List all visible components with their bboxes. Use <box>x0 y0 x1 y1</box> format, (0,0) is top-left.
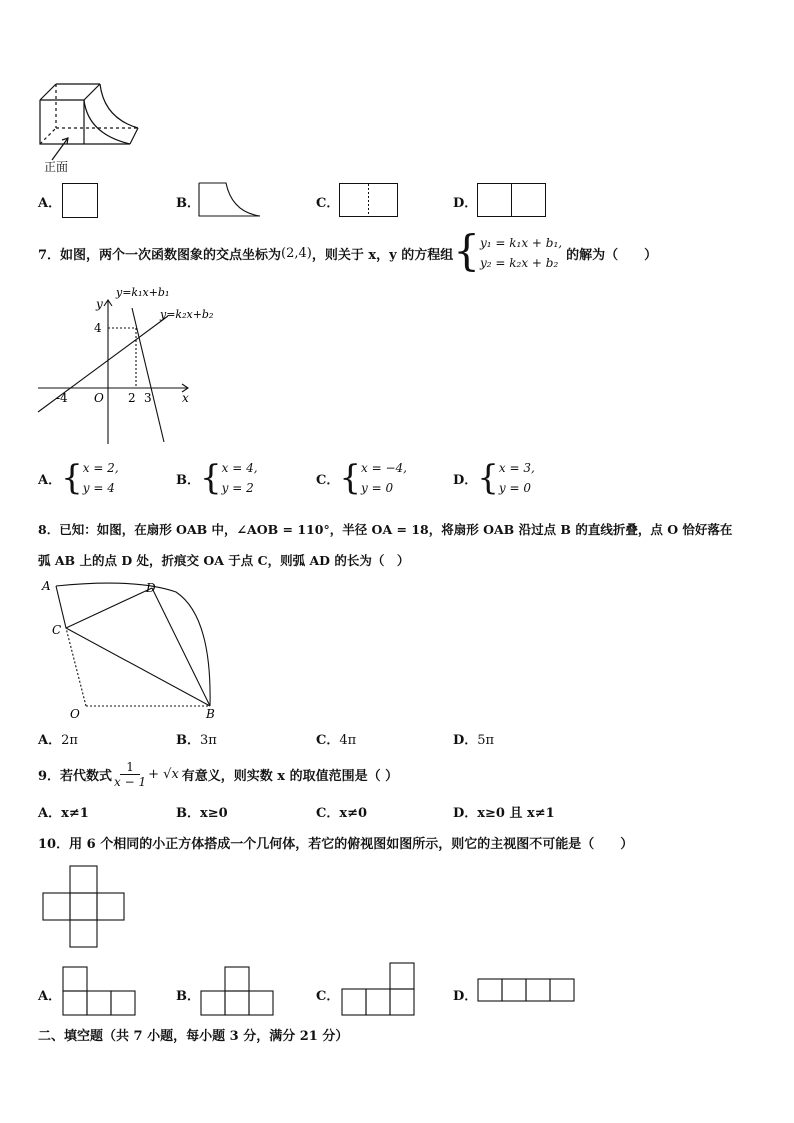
q10-option-d-figure[interactable] <box>477 978 579 1004</box>
q8-option-b-letter: B． <box>176 733 200 748</box>
q6-option-a-letter[interactable]: A． <box>38 196 62 211</box>
q6-option-b-letter[interactable]: B． <box>176 196 200 211</box>
q9-stem-after: 有意义，则实数 x 的取值范围是（ ） <box>181 768 399 784</box>
q7-option-a-letter: A． <box>38 472 62 488</box>
q7-eq1: y₁ = k₁x + b₁, <box>479 236 563 250</box>
q9-option-d[interactable] <box>453 802 555 821</box>
q7-option-c-letter: C． <box>316 472 340 488</box>
q7-eq2: y₂ = k₂x + b₂ <box>479 256 559 270</box>
q7-option-b-l2: y = 2 <box>221 481 254 495</box>
q8-option-c[interactable] <box>316 729 356 748</box>
q10-option-b-letter[interactable]: B． <box>176 989 200 1004</box>
q7-option-a-l2: y = 4 <box>82 481 115 495</box>
q9-frac-den: x − 1 <box>114 774 147 789</box>
q8-stem-line2: 弧 AB 上的点 D 处，折痕交 OA 于点 C，则弧 AD 的长为（ ） <box>38 553 410 568</box>
q6-option-a-figure[interactable] <box>62 183 98 218</box>
front-view-label: 正面 <box>44 160 69 174</box>
q7-tick-neg4: -4 <box>56 391 68 405</box>
q10-option-d-letter[interactable]: D． <box>453 989 478 1004</box>
q7-tick-2: 2 <box>128 391 136 405</box>
q7-point: (2,4) <box>281 245 312 261</box>
q9-frac-num: 1 <box>120 760 140 775</box>
q9-option-c[interactable] <box>316 802 367 821</box>
q9-option-d-value: x≥0 且 x≠1 <box>477 806 555 821</box>
q10-option-c-letter[interactable]: C． <box>316 989 340 1004</box>
q7-system-brace: { <box>453 226 480 275</box>
q7-option-c-l1: x = −4, <box>361 461 407 475</box>
q7-option-b-l1: x = 4, <box>221 461 258 475</box>
q8-label-c: C <box>52 623 62 637</box>
q8-label-o: O <box>70 707 80 721</box>
q9-option-c-value: x≠0 <box>339 806 368 821</box>
q7-origin-label: O <box>94 391 104 405</box>
q8-option-d-value: 5π <box>477 733 495 748</box>
q7-line1-label: y=k₁x+b₁ <box>116 286 170 299</box>
q9-stem-before: 9．若代数式 <box>38 768 113 784</box>
q8-label-b: B <box>206 707 215 721</box>
q7-stem-before: 7．如图，两个一次函数图象的交点坐标为 <box>38 247 282 263</box>
q9-stem <box>38 754 398 794</box>
q7-line2-label: y=k₂x+b₂ <box>160 308 214 321</box>
q10-top-view-figure <box>40 865 130 949</box>
q8-option-b[interactable] <box>176 729 217 748</box>
q7-tick-4: 4 <box>94 321 102 335</box>
q8-option-d-letter: D． <box>453 733 478 748</box>
q9-option-b-letter: B． <box>176 806 200 821</box>
q8-option-a-value: 2π <box>61 733 78 748</box>
q9-option-a[interactable] <box>38 802 89 821</box>
q7-option-c-l2: y = 0 <box>361 481 394 495</box>
q7-option-d-letter: D． <box>453 472 478 488</box>
q8-option-a[interactable] <box>38 729 78 748</box>
q10-option-c-figure[interactable] <box>340 962 420 1018</box>
q7-option-b-brace: { <box>200 458 222 498</box>
q7-x-axis-label: x <box>182 391 189 405</box>
q9-option-a-letter: A． <box>38 806 62 821</box>
q9-option-a-value: x≠1 <box>61 806 89 821</box>
q7-option-d-l2: y = 0 <box>498 481 532 495</box>
q6-option-c-letter[interactable]: C． <box>316 196 340 211</box>
q7-option-d-brace: { <box>477 458 499 498</box>
q8-option-b-value: 3π <box>200 733 217 748</box>
q10-option-a-letter[interactable]: A． <box>38 989 62 1004</box>
q6-option-d-letter[interactable]: D． <box>453 196 478 211</box>
q9-sqrt-term: + √x <box>148 766 179 782</box>
q9-option-b[interactable] <box>176 802 228 821</box>
q7-y-axis-label: y <box>96 297 103 311</box>
q7-option-a-l1: x = 2, <box>82 461 119 475</box>
q7-option-b-letter: B． <box>176 472 200 488</box>
q7-option-c[interactable] <box>316 458 407 498</box>
q7-stem-mid: ，则关于 x，y 的方程组 <box>311 247 454 263</box>
q8-option-a-letter: A． <box>38 733 62 748</box>
q7-option-b[interactable] <box>176 458 258 498</box>
q7-option-a-brace: { <box>61 458 83 498</box>
q10-option-a-figure[interactable] <box>62 966 140 1018</box>
q7-option-d[interactable] <box>453 458 535 498</box>
q7-option-c-brace: { <box>339 458 361 498</box>
q9-option-b-value: x≥0 <box>200 806 228 821</box>
section2-title: 二、填空题（共 7 小题，每小题 3 分，满分 21 分） <box>38 1029 349 1044</box>
q7-graph <box>34 282 230 448</box>
q10-option-b-figure[interactable] <box>200 966 278 1018</box>
q9-option-c-letter: C． <box>316 806 340 821</box>
q6-option-b-figure[interactable] <box>198 182 262 218</box>
q7-option-d-l1: x = 3, <box>498 461 535 475</box>
q7-option-a[interactable] <box>38 458 119 498</box>
q7-stem <box>38 226 658 276</box>
q8-stem-line1: 8．已知：如图，在扇形 OAB 中，∠AOB = 110°，半径 OA = 18，将扇形 OAB 沿过点 B 的直线折叠，点 O 恰好落在 <box>38 522 733 537</box>
q7-tick-3: 3 <box>144 391 152 405</box>
q8-option-c-letter: C． <box>316 733 340 748</box>
q8-option-d[interactable] <box>453 729 494 748</box>
q8-option-c-value: 4π <box>339 733 357 748</box>
q6-option-c-figure[interactable] <box>339 183 399 218</box>
q8-label-d: D <box>146 581 156 595</box>
q8-label-a: A <box>42 579 51 593</box>
q8-sector-figure <box>36 576 226 722</box>
q10-stem: 10．用 6 个相同的小正方体搭成一个几何体，若它的俯视图如图所示，则它的主视图不可能是（ ） <box>38 837 634 852</box>
q6-option-d-figure[interactable] <box>477 183 547 218</box>
q9-option-d-letter: D． <box>453 806 478 821</box>
q7-stem-after: 的解为（ ） <box>566 247 658 263</box>
q9-fraction <box>114 760 146 789</box>
